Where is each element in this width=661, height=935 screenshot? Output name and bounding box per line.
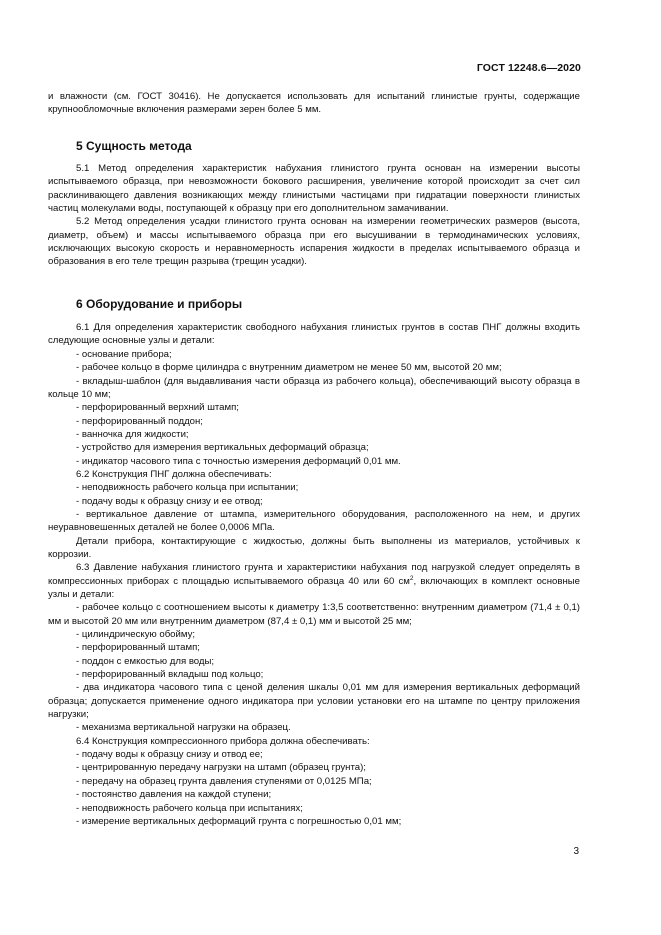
document-body xyxy=(48,90,580,828)
list-item: - рабочее кольцо в форме цилиндра с внутренним диаметром не менее 50 мм, высотой 20 мм; xyxy=(76,362,502,374)
list-item: - подачу воды к образцу снизу и отвод ее; xyxy=(76,749,263,761)
paragraph-6-3-text-a: 6.3 Давление набухания глинистого грунта и характеристики набухания под нагрузкой следует определять в компрессионных приборах с площадью испытываемого образца 40 или 60 см xyxy=(48,562,580,587)
page-number: 3 xyxy=(573,846,579,857)
list-item: - поддон с емкостью для воды; xyxy=(76,655,215,667)
list-item: - устройство для измерения вертикальных деформаций образца; xyxy=(76,442,369,454)
list-6-1 xyxy=(48,348,580,468)
list-item: - основание прибора; xyxy=(76,348,172,360)
paragraph-6-3 xyxy=(48,561,580,601)
list-item: - неподвижность рабочего кольца при испытаниях; xyxy=(76,802,303,814)
list-item: - передачу на образец грунта давления ступенями от 0,0125 МПа; xyxy=(76,775,372,787)
paragraph-5-1: 5.1 Метод определения характеристик набухания глинистого грунта основан на измерении высоты испытываемого образца, при невозможности бокового расширения, увеличение которой происходит за счет сил расклинивающего давления возникающих между глинистыми частицами при гидратации поверхности глинистых частиц молекулами воды, поступающей к образцу при его дополнительном замачивании. xyxy=(48,163,580,215)
section-6-heading: 6 Оборудование и приборы xyxy=(76,296,243,311)
paragraph-6-4: 6.4 Конструкция компрессионного прибора должна обеспечивать: xyxy=(76,735,370,747)
standard-code: ГОСТ 12248.6—2020 xyxy=(476,62,581,74)
list-6-2 xyxy=(48,481,580,534)
superscript: 2 xyxy=(409,574,414,582)
list-item: - постоянство давления на каждой ступени; xyxy=(76,789,272,801)
list-item: - подачу воды к образцу снизу и ее отвод; xyxy=(76,495,263,507)
list-item: - перфорированный вкладыш под кольцо; xyxy=(76,669,264,681)
list-item: - вертикальное давление от штампа, измерительного оборудования, расположенного на нем, и других неуравновешенных деталей не более 0,0006 МПа. xyxy=(48,508,580,534)
list-item: - измерение вертикальных деформаций грунта с погрешностью 0,01 мм; xyxy=(76,815,402,827)
list-item: - центрированную передачу нагрузки на штамп (образец грунта); xyxy=(76,762,366,774)
paragraph-6-3-text-b: , включающих в комплект основные узлы и детали: xyxy=(48,575,580,600)
section-5-heading: 5 Сущность метода xyxy=(76,138,192,153)
list-item: - ванночка для жидкости; xyxy=(76,428,189,440)
list-item: - два индикатора часового типа с ценой деления шкалы 0,01 мм для измерения вертикальных деформаций образца; допускается применение одного индикатора при условии установки его на штампе по центру приложения нагрузки; xyxy=(48,682,580,721)
list-6-3 xyxy=(48,601,580,734)
list-6-4 xyxy=(48,748,580,828)
intro-paragraph: и влажности (см. ГОСТ 30416). Не допускается использовать для испытаний глинистые грунты, содержащие крупнообломочные включения размерами зерен более 5 мм. xyxy=(48,91,580,116)
list-item: - индикатор часового типа с точностью измерения деформаций 0,01 мм. xyxy=(76,455,401,467)
paragraph-6-2-details: Детали прибора, контактирующие с жидкостью, должны быть выполнены из материалов, устойчивых к коррозии. xyxy=(48,535,580,560)
paragraph-6-2: 6.2 Конструкция ПНГ должна обеспечивать: xyxy=(76,468,272,480)
paragraph-6-1: 6.1 Для определения характеристик свободного набухания глинистых грунтов в состав ПНГ должны входить следующие основные узлы и детали: xyxy=(48,322,580,347)
list-item: - перфорированный штамп; xyxy=(76,642,200,654)
list-item: - перфорированный верхний штамп; xyxy=(76,402,239,414)
list-item: - вкладыш-шаблон (для выдавливания части образца из рабочего кольца), обеспечивающий высоту образца в кольце 10 мм; xyxy=(48,375,580,400)
list-item: - рабочее кольцо с соотношением высоты к диаметру 1:3,5 соответственно: внутренним диаметром (71,4 ± 0,1) мм и высотой 20 мм или внутренним диаметром (87,4 ± 0,1) мм и высотой 25 мм; xyxy=(48,602,580,627)
list-item: - цилиндрическую обойму; xyxy=(76,629,196,641)
paragraph-5-2: 5.2 Метод определения усадки глинистого грунта основан на измерении геометрических размеров (высота, диаметр, объем) и массы испытываемого образца при его высушивании в термодинамических условиях, исключающих высокую скорость и неравномерность испарения жидкости в пределах испытываемого образца и образования в его теле трещин разрыва (трещин усадки). xyxy=(48,216,580,268)
list-item: - механизма вертикальной нагрузки на образец. xyxy=(76,722,291,734)
list-item: - перфорированный поддон; xyxy=(76,415,203,427)
list-item: - неподвижность рабочего кольца при испытании; xyxy=(76,482,299,494)
